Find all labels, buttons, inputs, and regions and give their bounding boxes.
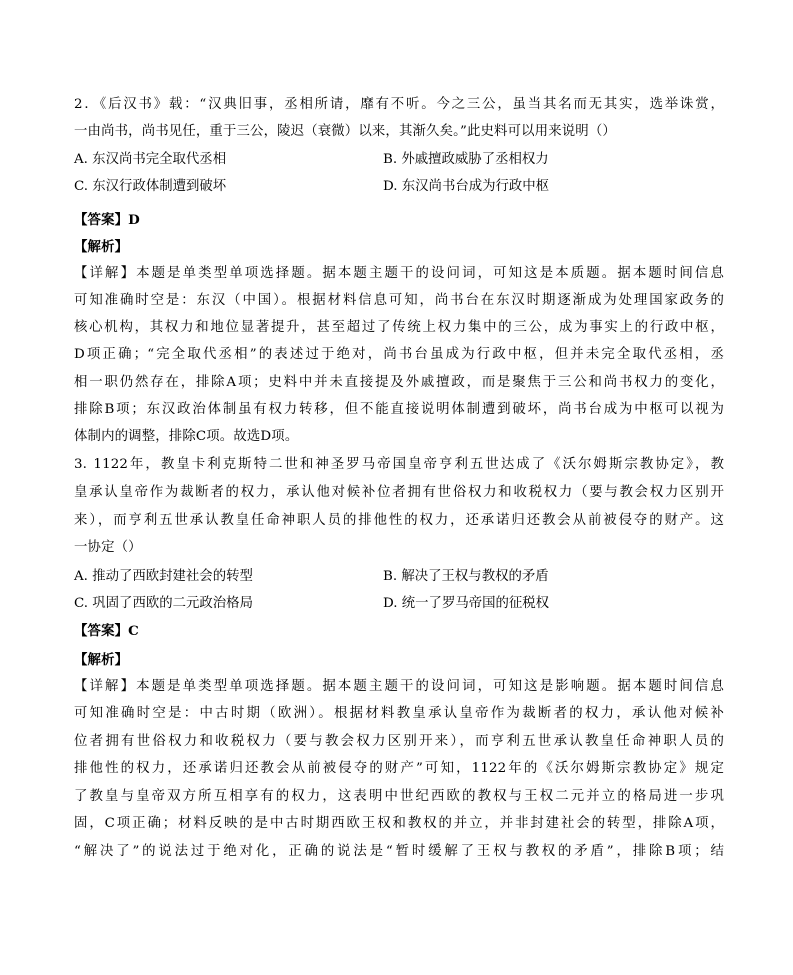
q3-detail-line-1: 【详解】本题是单类型单项选择题。据本题主题干的设问词，可知这是影响题。据本题时间信息	[74, 679, 724, 694]
q2-detail-line-4: D项正确；“完全取代丞相”的表述过于绝对，尚书台虽成为行政中枢，但并未完全取代丞相，丞	[74, 347, 724, 362]
q2-option-c: C. 东汉行政体制遭到破坏	[74, 179, 227, 194]
q3-stem-line-2: 皇承认皇帝作为裁断者的权力，承认他对候补位者拥有世俗权力和收税权力（要与教会权力区别开	[74, 485, 724, 500]
q3-answer-value: C	[128, 623, 139, 639]
q2-detail-line-3: 核心机构，其权力和地位显著提升，甚至超过了传统上权力集中的三公，成为事实上的行政中枢，	[74, 320, 724, 335]
q2-analysis-label: 【解析】	[74, 239, 129, 255]
q2-answer	[74, 210, 724, 230]
q3-detail-line-5: 了教皇与皇帝双方所互相享有的权力，这表明中世纪西欧的教权与王权二元并立的格局进一步巩	[74, 789, 724, 804]
q3-detail-line-6: 固，C项正确；材料反映的是中古时期西欧王权和教权的并立，并非封建社会的转型，排除A项，	[74, 816, 724, 831]
q2-detail-line-6: 排除B项；东汉政治体制虽有权力转移，但不能直接说明体制遭到破坏，尚书台成为中枢可以视为	[74, 402, 724, 417]
q3-detail-line-3: 位者拥有世俗权力和收税权力（要与教会权力区别开来），而亨利五世承认教皇任命神职人员的	[74, 734, 724, 749]
q3-answer	[74, 621, 724, 641]
q3-stem-line-4: 一协定（）	[74, 540, 142, 555]
q3-analysis-label: 【解析】	[74, 652, 129, 668]
q2-answer-value: D	[128, 212, 140, 228]
q2-stem-line-2: 一由尚书，尚书见任，重于三公，陵迟（衰微）以来，其渐久矣。”此史料可以用来说明（）	[74, 124, 616, 139]
q3-answer-label: 【答案】	[74, 623, 129, 639]
q2-option-d: D. 东汉尚书台成为行政中枢	[383, 179, 550, 194]
q3-stem-line-3: 来），而亨利五世承认教皇任命神职人员的排他性的权力，还承诺归还教会从前被侵夺的财产。这	[74, 513, 724, 528]
q2-stem-line-1: 2．《后汉书》载：“汉典旧事，丞相所请，靡有不听。今之三公，虽当其名而无其实，选举诛赏，	[74, 97, 724, 112]
q2-answer-label: 【答案】	[74, 212, 129, 228]
q2-option-a: A. 东汉尚书完全取代丞相	[74, 152, 227, 167]
q3-stem-line-1: 3. 1122年，教皇卡利克斯特二世和神圣罗马帝国皇帝亨利五世达成了《沃尔姆斯宗教协定》，教	[74, 457, 724, 472]
q2-detail-line-2: 可知准确时空是：东汉（中国）。根据材料信息可知，尚书台在东汉时期逐渐成为处理国家政务的	[74, 293, 724, 308]
q2-detail-line-7: 体制内的调整，排除C项。故选D项。	[74, 429, 299, 444]
q3-detail-line-7: “解决了”的说法过于绝对化，正确的说法是“暂时缓解了王权与教权的矛盾”，排除B项；结	[74, 844, 724, 859]
q2-option-b: B. 外戚擅政威胁了丞相权力	[383, 152, 549, 167]
q3-detail-line-2: 可知准确时空是：中古时期（欧洲）。根据材料教皇承认皇帝作为裁断者的权力，承认他对候补	[74, 706, 724, 721]
q3-option-d: D. 统一了罗马帝国的征税权	[383, 596, 550, 611]
q2-detail-line-1: 【详解】本题是单类型单项选择题。据本题主题干的设问词，可知这是本质题。据本题时间信息	[74, 266, 724, 281]
q2-detail-line-5: 相一职仍然存在，排除A项；史料中并未直接提及外戚擅政，而是聚焦于三公和尚书权力的变化，	[74, 375, 724, 390]
q3-option-b: B. 解决了王权与教权的矛盾	[383, 569, 549, 584]
q3-option-a: A. 推动了西欧封建社会的转型	[74, 569, 253, 584]
q3-detail-line-4: 排他性的权力，还承诺归还教会从前被侵夺的财产”可知，1122年的《沃尔姆斯宗教协定》规定	[74, 761, 724, 776]
q3-option-c: C. 巩固了西欧的二元政治格局	[74, 596, 253, 611]
